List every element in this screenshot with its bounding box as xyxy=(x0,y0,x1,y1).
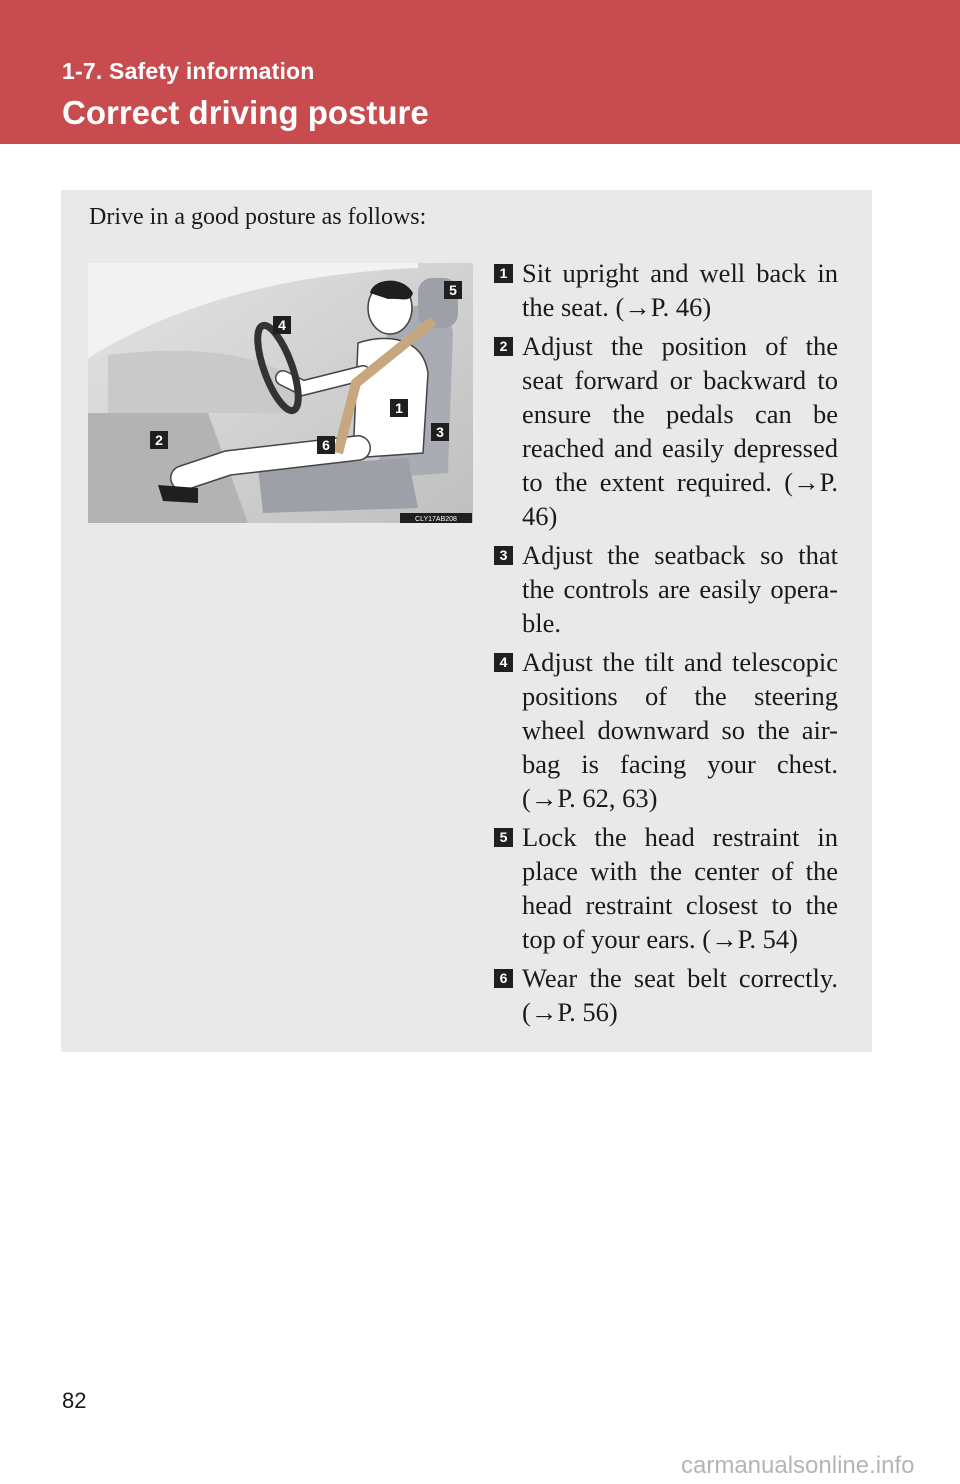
step-1 xyxy=(494,256,838,324)
svg-text:1: 1 xyxy=(395,400,403,416)
step-number-1: 1 xyxy=(494,264,513,283)
step-text-6: Wear the seat belt correctly. (→P. 56) xyxy=(522,963,838,1027)
posture-steps-list xyxy=(494,256,838,1034)
step-3 xyxy=(494,538,838,640)
callout-1 xyxy=(390,399,408,417)
watermark[interactable]: carmanualsonline.info xyxy=(681,1452,915,1479)
step-text-5: Lock the head restraint in place with the center of the head restraint closest to the top of your ears. (→P. 54) xyxy=(522,822,838,954)
step-text-1: Sit upright and well back in the seat. (→P. 46) xyxy=(522,258,838,322)
step-4 xyxy=(494,645,838,815)
callout-3 xyxy=(431,423,449,441)
callout-5 xyxy=(444,281,462,299)
callout-2 xyxy=(150,431,168,449)
step-number-5: 5 xyxy=(494,828,513,847)
step-text-2: Adjust the position of the seat forward or backward to ensure the pedals can be reached and easily depressed to the extent required. (→P. 46) xyxy=(522,331,838,531)
header-banner xyxy=(0,0,960,144)
posture-drawing xyxy=(88,263,473,523)
step-6 xyxy=(494,961,838,1029)
illustration-code: CLY17AB208 xyxy=(415,516,457,523)
svg-text:3: 3 xyxy=(436,424,444,440)
svg-text:6: 6 xyxy=(322,437,330,453)
driving-posture-illustration xyxy=(88,263,473,523)
step-2 xyxy=(494,329,838,533)
callout-4 xyxy=(273,316,291,334)
driver-shoe xyxy=(158,485,198,503)
callout-6 xyxy=(317,436,335,454)
svg-text:4: 4 xyxy=(278,317,286,333)
step-text-4: Adjust the tilt and telescopic positions of the steering wheel downward so the air-bag is facing your chest. (→P. 62, 63) xyxy=(522,647,838,813)
step-number-6: 6 xyxy=(494,969,513,988)
step-number-2: 2 xyxy=(494,337,513,356)
svg-text:2: 2 xyxy=(155,432,163,448)
section-label: 1-7. Safety information xyxy=(62,58,315,84)
page-number: 82 xyxy=(62,1388,87,1413)
step-5 xyxy=(494,820,838,956)
step-number-3: 3 xyxy=(494,546,513,565)
svg-text:5: 5 xyxy=(449,282,457,298)
page-title: Correct driving posture xyxy=(62,94,429,131)
step-text-3: Adjust the seatback so that the controls are easily opera-ble. xyxy=(522,540,838,638)
step-number-4: 4 xyxy=(494,653,513,672)
intro-text: Drive in a good posture as follows: xyxy=(89,204,427,230)
